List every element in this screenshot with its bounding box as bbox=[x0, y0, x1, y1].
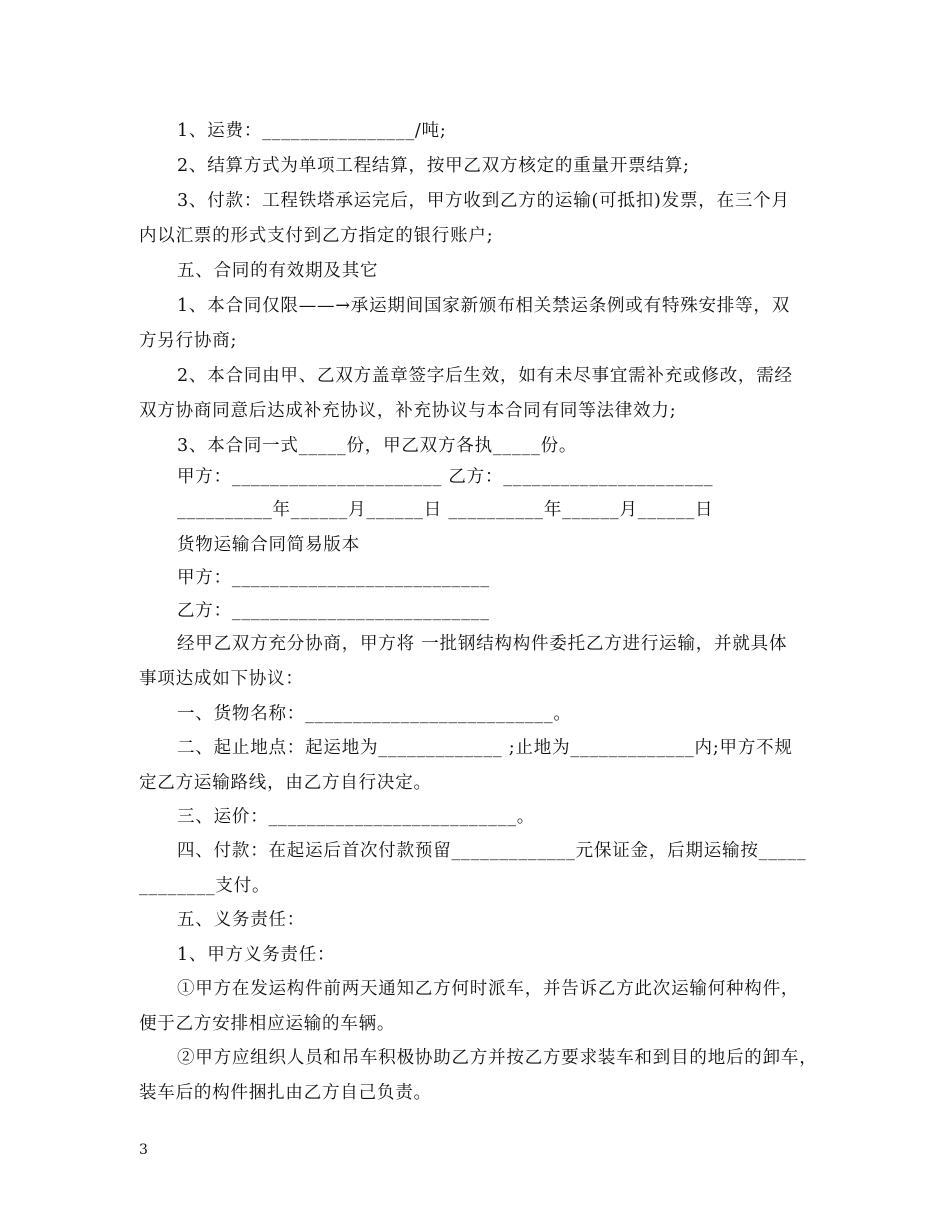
page-number: 3 bbox=[139, 1142, 148, 1158]
text-line: 便于乙方安排相应运输的车辆。 bbox=[139, 1014, 396, 1034]
text-line: 3、本合同一式_____份，甲乙双方各执_____份。 bbox=[177, 436, 578, 456]
text-line: 3、付款：工程铁塔承运完后，甲方收到乙方的运输(可抵扣)发票，在三个月 bbox=[177, 191, 790, 211]
section-heading: 五、合同的有效期及其它 bbox=[177, 261, 379, 281]
text-line: 事项达成如下协议： bbox=[139, 669, 304, 689]
text-line: 双方协商同意后达成补充协议，补充协议与本合同有同等法律效力; bbox=[139, 401, 677, 421]
signature-line: 甲方：______________________ 乙方：______________________ bbox=[177, 467, 714, 487]
text-line: 定乙方运输路线，由乙方自行决定。 bbox=[139, 773, 432, 793]
text-line: 经甲乙双方充分协商，甲方将 一批钢结构构件委托乙方进行运输，并就具体 bbox=[177, 634, 788, 654]
text-line: 装车后的构件捆扎由乙方自己负责。 bbox=[139, 1083, 432, 1103]
text-line: 一、货物名称：__________________________。 bbox=[177, 704, 572, 724]
text-line: ________支付。 bbox=[139, 876, 271, 896]
text-line: 四、付款：在起运后首次付款预留_____________元保证金，后期运输按_____ bbox=[177, 841, 807, 861]
text-line: 2、结算方式为单项工程结算，按甲乙双方核定的重量开票结算; bbox=[177, 156, 690, 176]
text-line: ②甲方应组织人员和吊车积极协助乙方并按乙方要求装车和到目的地后的卸车， bbox=[177, 1048, 818, 1068]
text-line: 2、本合同由甲、乙双方盖章签字后生效，如有未尽事宜需补充或修改，需经 bbox=[177, 366, 793, 386]
text-line: 二、起止地点：起运地为_____________ ;止地为_____________内;甲方不规 bbox=[177, 738, 793, 758]
text-line: 1、甲方义务责任： bbox=[177, 945, 336, 965]
text-line: 内以汇票的形式支付到乙方指定的银行账户; bbox=[139, 226, 494, 246]
text-line: ①甲方在发运构件前两天通知乙方何时派车，并告诉乙方此次运输何种构件， bbox=[177, 979, 800, 999]
text-line: 三、运价：__________________________。 bbox=[177, 807, 536, 827]
text-line: 1、运费：________________/吨; bbox=[177, 121, 447, 141]
section-heading: 货物运输合同简易版本 bbox=[177, 535, 360, 555]
text-line: 方另行协商; bbox=[139, 331, 238, 351]
party-b-line: 乙方：___________________________ bbox=[177, 601, 490, 621]
section-heading: 五、义务责任： bbox=[177, 910, 306, 930]
text-line: 1、本合同仅限——→承运期间国家新颁布相关禁运条例或有特殊安排等，双 bbox=[177, 296, 790, 316]
party-a-line: 甲方：___________________________ bbox=[177, 568, 490, 588]
date-line: __________年______月______日 __________年______月______日 bbox=[177, 500, 714, 520]
